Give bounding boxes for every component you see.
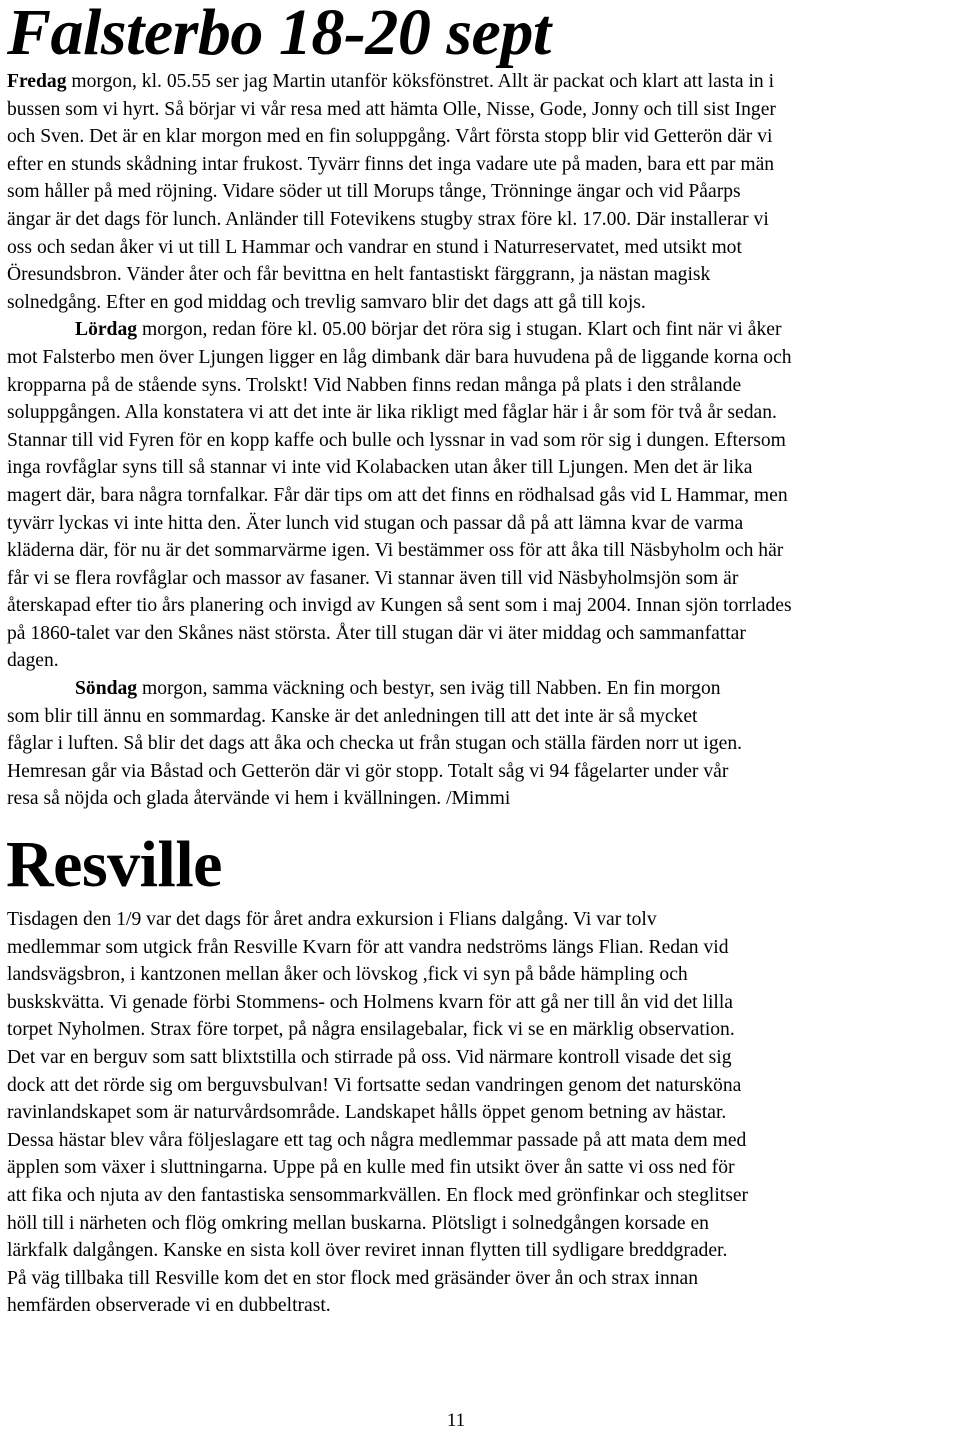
falsterbo-text-line <box>7 565 957 593</box>
line-text: resa så nöjda och glada återvände vi hem i kvällningen. /Mimmi <box>7 788 511 810</box>
falsterbo-text-line <box>7 647 957 675</box>
falsterbo-text-line <box>7 316 957 344</box>
line-text: morgon, redan före kl. 05.00 börjar det röra sig i stugan. Klart och fint när vi åker <box>137 319 782 341</box>
falsterbo-text-line <box>7 399 957 427</box>
resville-text-line: dock att det rörde sig om berguvsbulvan! Vi fortsatte sedan vandringen genom det natursköna <box>7 1074 742 1096</box>
line-text: kläderna där, för nu är det sommarvärme igen. Vi bestämmer oss för att åka till Näsbyholm och här <box>7 540 784 562</box>
falsterbo-text-line <box>7 151 957 179</box>
falsterbo-text-line <box>7 592 957 620</box>
falsterbo-text-line <box>7 68 957 96</box>
resville-text-line: äpplen som växer i sluttningarna. Uppe på en kulle med fin utsikt över ån satte vi oss ned för <box>7 1157 735 1179</box>
falsterbo-text-line <box>7 123 957 151</box>
resville-text-line: att fika och njuta av den fantastiska sensommarkvällen. En flock med grönfinkar och steglitser <box>7 1184 749 1206</box>
resville-text-line: medlemmar som utgick från Resville Kvarn för att vandra nedströms längs Flian. Redan vid <box>7 936 729 958</box>
falsterbo-text-line <box>7 206 957 234</box>
line-text: oss och sedan åker vi ut till L Hammar och vandrar en stund i Naturreservatet, med utsikt mot <box>7 236 742 258</box>
falsterbo-text-line <box>7 620 957 648</box>
line-text: dagen. <box>7 650 59 672</box>
falsterbo-text-line <box>7 730 957 758</box>
line-text: solnedgång. Efter en god middag och trevlig samvaro blir det dags att gå till kojs. <box>7 291 646 313</box>
day-keyword: Lördag <box>75 319 138 341</box>
line-text: som blir till ännu en sommardag. Kanske är det anledningen till att det inte är så mycket <box>7 705 698 727</box>
line-text: soluppgången. Alla konstatera vi att det inte är lika rikligt med fåglar här i år som för två år sedan. <box>7 402 777 424</box>
falsterbo-text-line <box>7 344 957 372</box>
falsterbo-text-line <box>7 96 957 124</box>
line-text: ängar är det dags för lunch. Anländer till Fotevikens stugby strax före kl. 17.00. Där installerar vi <box>7 208 769 230</box>
line-text: får vi se flera rovfåglar och massor av fasaner. Vi stannar även till vid Näsbyholmsjön som är <box>7 567 739 589</box>
falsterbo-text-line <box>7 537 957 565</box>
line-text: återskapad efter tio års planering och invigd av Kungen så sent som i maj 2004. Innan sjön torrlades <box>7 595 792 617</box>
line-text: kropparna på de stående syns. Trolskt! Vid Nabben finns redan många på plats i den strålande <box>7 374 742 396</box>
falsterbo-text-line <box>7 289 957 317</box>
falsterbo-text-line <box>7 703 957 731</box>
resville-text-line: På väg tillbaka till Resville kom det en stor flock med gräsänder över ån och strax innan <box>7 1267 699 1289</box>
line-text: och Sven. Det är en klar morgon med en fin soluppgång. Vårt första stopp blir vid Getterön där vi <box>7 126 773 148</box>
falsterbo-text-line <box>7 482 957 510</box>
falsterbo-text-line <box>7 234 957 262</box>
falsterbo-text-line <box>7 785 957 813</box>
line-text: på 1860-talet var den Skånes näst största. Åter till stugan där vi äter middag och sammanfattar <box>7 622 746 644</box>
line-text: inga rovfåglar syns till så stannar vi inte vid Kolabacken utan åker till Ljungen. Men det är lika <box>7 457 753 479</box>
resville-text-line: Tisdagen den 1/9 var det dags för året andra exkursion i Flians dalgång. Vi var tolv <box>7 909 657 930</box>
resville-text-line: landsvägsbron, i kantzonen mellan åker och lövskog ,fick vi syn på både hämpling och <box>7 964 688 986</box>
resville-text-line: ravinlandskapet som är naturvårdsområde. Landskapet hålls öppet genom betning av hästar. <box>7 1102 727 1124</box>
line-text: Öresundsbron. Vänder åter och får bevittna en helt fantastiskt färggrann, ja nästan magisk <box>7 264 711 286</box>
resville-text-line: buskskvätta. Vi genade förbi Stommens- och Holmens kvarn för att gå ner till ån vid det lilla <box>7 991 733 1013</box>
falsterbo-article <box>7 68 957 813</box>
resville-text-line: torpet Nyholmen. Strax före torpet, på några ensilagebalar, fick vi se en märklig observation. <box>7 1019 735 1041</box>
line-text: efter en stunds skådning intar frukost. Tyvärr finns det inga vadare ute på maden, bara ett par män <box>7 153 775 175</box>
line-text: mot Falsterbo men över Ljungen ligger en låg dimbank där bara huvudena på de liggande korna och <box>7 346 792 368</box>
day-keyword: Fredag <box>7 71 67 92</box>
resville-text-line: Det var en berguv som satt blixtstilla och stirrade på oss. Vid närmare kontroll visade det sig <box>7 1046 732 1068</box>
falsterbo-text-line <box>7 178 957 206</box>
day-keyword: Söndag <box>75 678 138 700</box>
line-text: tyvärr lyckas vi inte hitta den. Äter lunch vid stugan och passar då på att lämna kvar de varma <box>7 512 744 534</box>
line-text: bussen som vi hyrt. Så börjar vi vår resa med att hämta Olle, Nisse, Gode, Jonny och till sist Inger <box>7 98 776 120</box>
falsterbo-text-line <box>7 372 957 400</box>
line-text: magert där, bara några tornfalkar. Får där tips om att det finns en rödhalsad gås vid L Hammar, men <box>7 484 788 506</box>
line-text: Hemresan går via Båstad och Getterön där vi gör stopp. Totalt såg vi 94 fågelarter under vår <box>7 760 729 782</box>
falsterbo-text-line <box>7 454 957 482</box>
line-text: morgon, samma väckning och bestyr, sen iväg till Nabben. En fin morgon <box>137 678 721 700</box>
resville-text-line: lärkfalk dalgången. Kanske en sista koll över reviret innan flytten till sydligare breddgrader. <box>7 1240 728 1262</box>
line-text: Stannar till vid Fyren för en kopp kaffe och bulle och lyssnar in vad som rör sig i dungen. Eftersom <box>7 429 786 451</box>
falsterbo-text-line <box>7 427 957 455</box>
line-text: som håller på med röjning. Vidare söder ut till Morups tånge, Trönninge ängar och vid Påarps <box>7 181 741 203</box>
falsterbo-text-line <box>7 675 957 703</box>
falsterbo-text-line <box>7 510 957 538</box>
resville-text-line: Dessa hästar blev våra följeslagare ett tag och några medlemmar passade på att mata dem med <box>7 1129 747 1151</box>
falsterbo-text-line <box>7 261 957 289</box>
resville-text-line: hemfärden observerade vi en dubbeltrast. <box>7 1295 331 1317</box>
falsterbo-text-line <box>7 758 957 786</box>
line-text: fåglar i luften. Så blir det dags att åka och checka ut från stugan och ställa färden norr ut igen. <box>7 733 743 755</box>
falsterbo-title: Falsterbo 18-20 sept <box>7 0 551 69</box>
line-text: morgon, kl. 05.55 ser jag Martin utanför köksfönstret. Allt är packat och klart att lasta in i <box>66 71 775 92</box>
resville-title: Resville <box>6 828 222 901</box>
page-number: 11 <box>446 1410 466 1431</box>
resville-text-line: höll till i närheten och flög omkring mellan buskarna. Plötsligt i solnedgången korsade en <box>7 1212 709 1234</box>
resville-article <box>7 906 957 1320</box>
